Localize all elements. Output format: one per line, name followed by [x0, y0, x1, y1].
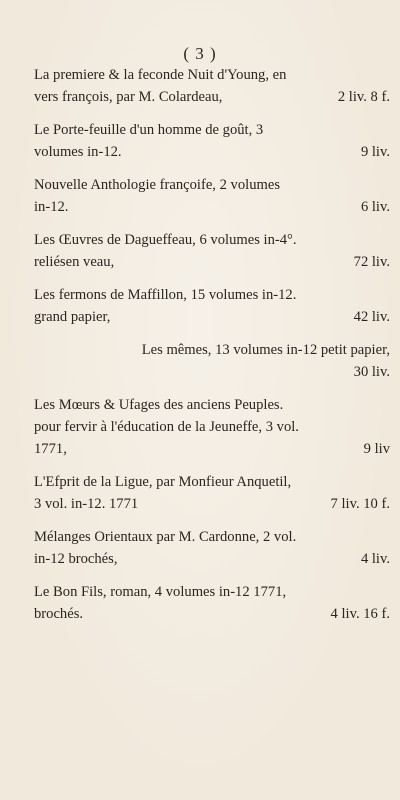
entry-price: 9 liv	[363, 441, 390, 457]
entry-line	[34, 306, 390, 328]
entry-text: in-12.	[34, 199, 69, 215]
entry-text: 3 vol. in-12. 1771	[34, 496, 139, 512]
entry-price: 72 liv.	[353, 254, 390, 270]
entry-text: grand papier,	[34, 309, 111, 325]
entry-price: 2 liv. 8 f.	[337, 89, 390, 105]
entry-line	[34, 438, 390, 460]
entry-line	[34, 471, 390, 493]
catalogue-entry	[34, 339, 390, 383]
entry-text: Le Bon Fils, roman, 4 volumes in-12 1771,	[34, 584, 287, 600]
entry-line	[34, 581, 390, 603]
catalogue-entry	[34, 526, 390, 570]
entry-line	[34, 174, 390, 196]
entry-line	[34, 339, 390, 361]
entry-text: volumes in-12.	[34, 144, 122, 160]
catalogue-entries	[34, 64, 390, 625]
entry-line	[34, 229, 390, 251]
entry-line	[34, 141, 390, 163]
entry-text: vers françois, par M. Colardeau,	[34, 89, 223, 105]
entry-text: Les Mœurs & Ufages des anciens Peuples.	[34, 397, 284, 413]
entry-text: Le Porte-feuille d'un homme de goût, 3	[34, 122, 264, 138]
entry-text: Nouvelle Anthologie françoife, 2 volumes	[34, 177, 281, 193]
entry-line	[34, 416, 390, 438]
catalogue-entry	[34, 284, 390, 328]
entry-price: 4 liv. 16 f.	[330, 606, 390, 622]
entry-price: 6 liv.	[360, 199, 390, 215]
catalogue-entry	[34, 394, 390, 460]
entry-text: Les mêmes, 13 volumes in-12 petit papier,	[141, 342, 390, 358]
catalogue-entry	[34, 471, 390, 515]
entry-text: in-12 brochés,	[34, 551, 118, 567]
entry-line	[34, 394, 390, 416]
page-number: ( 3 )	[183, 44, 217, 63]
entry-line	[34, 284, 390, 306]
entry-text: La premiere & la feconde Nuit d'Young, en	[34, 67, 287, 83]
entry-text: Les fermons de Maffillon, 15 volumes in-12.	[34, 287, 297, 303]
catalogue-entry	[34, 581, 390, 625]
entry-line	[34, 603, 390, 625]
entry-line	[34, 86, 390, 108]
entry-line	[34, 251, 390, 273]
entry-line	[34, 526, 390, 548]
entry-text: Les Œuvres de Dagueffeau, 6 volumes in-4°.	[34, 232, 297, 248]
entry-line	[34, 361, 390, 383]
entry-price: 30 liv.	[353, 364, 390, 380]
catalogue-entry	[34, 119, 390, 163]
entry-text: brochés.	[34, 606, 84, 622]
entry-text: reliésen veau,	[34, 254, 115, 270]
entry-text: L'Efprit de la Ligue, par Monfieur Anquetil,	[34, 474, 292, 490]
entry-text: 1771,	[34, 441, 67, 457]
entry-price: 7 liv. 10 f.	[330, 496, 390, 512]
catalogue-entry	[34, 174, 390, 218]
entry-price: 9 liv.	[360, 144, 390, 160]
entry-price: 42 liv.	[353, 309, 390, 325]
entry-line	[34, 64, 390, 86]
entry-text: Mélanges Orientaux par M. Cardonne, 2 vol.	[34, 529, 297, 545]
entry-text: pour fervir à l'éducation de la Jeuneffe, 3 vol.	[34, 419, 299, 435]
entry-line	[34, 493, 390, 515]
entry-line	[34, 196, 390, 218]
entry-price: 4 liv.	[360, 551, 390, 567]
entry-line	[34, 119, 390, 141]
entry-line	[34, 548, 390, 570]
catalogue-entry	[34, 229, 390, 273]
catalogue-entry	[34, 64, 390, 108]
